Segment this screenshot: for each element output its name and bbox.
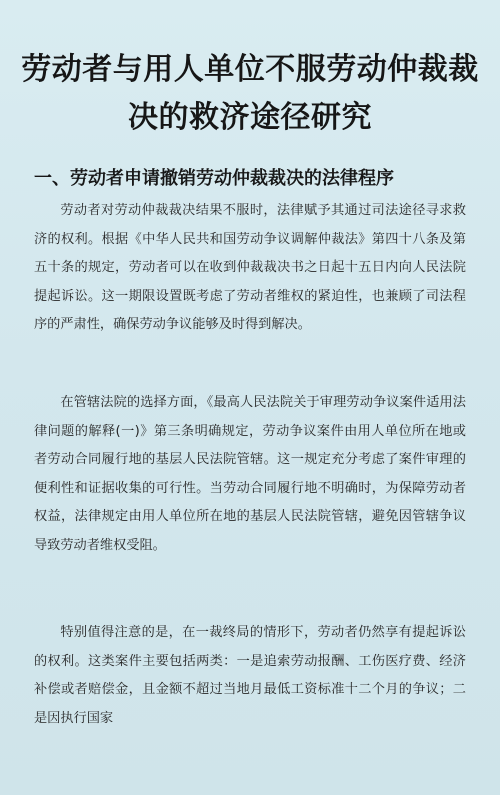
document-title: 劳动者与用人单位不服劳动仲裁裁决的救济途径研究: [21, 52, 479, 135]
paragraph-3: 特别值得注意的是，在一裁终局的情形下，劳动者仍然享有提起诉讼的权利。这类案件主要包括两类：一是追索劳动报酬、工伤医疗费、经济补偿或者赔偿金，且金额不超过当地月最低工资标准十二个月的争议；二是因执行国家: [34, 625, 466, 726]
paragraph-1: 劳动者对劳动仲裁裁决结果不服时，法律赋予其通过司法途径寻求救济的权利。根据《中华人民共和国劳动争议调解仲裁法》第四十八条及第五十条的规定，劳动者可以在收到仲裁裁决书之日起十五日内向人民法院提起诉讼。这一期限设置既考虑了劳动者维权的紧迫性，也兼顾了司法程序的严肃性，确保劳动争议能够及时得到解决。: [34, 203, 466, 332]
paragraph-2: 在管辖法院的选择方面，《最高人民法院关于审理劳动争议案件适用法律问题的解释(一)》第三条明确规定，劳动争议案件由用人单位所在地或者劳动合同履行地的基层人民法院管辖。这一规定充分考虑了案件审理的便利性和证据收集的可行性。当劳动合同履行地不明确时，为保障劳动者权益，法律规定由用人单位所在地的基层人民法院管辖，避免因管辖争议导致劳动者维权受阻。: [34, 395, 466, 553]
section-heading: 一、劳动者申请撤销劳动仲裁裁决的法律程序: [34, 168, 394, 189]
